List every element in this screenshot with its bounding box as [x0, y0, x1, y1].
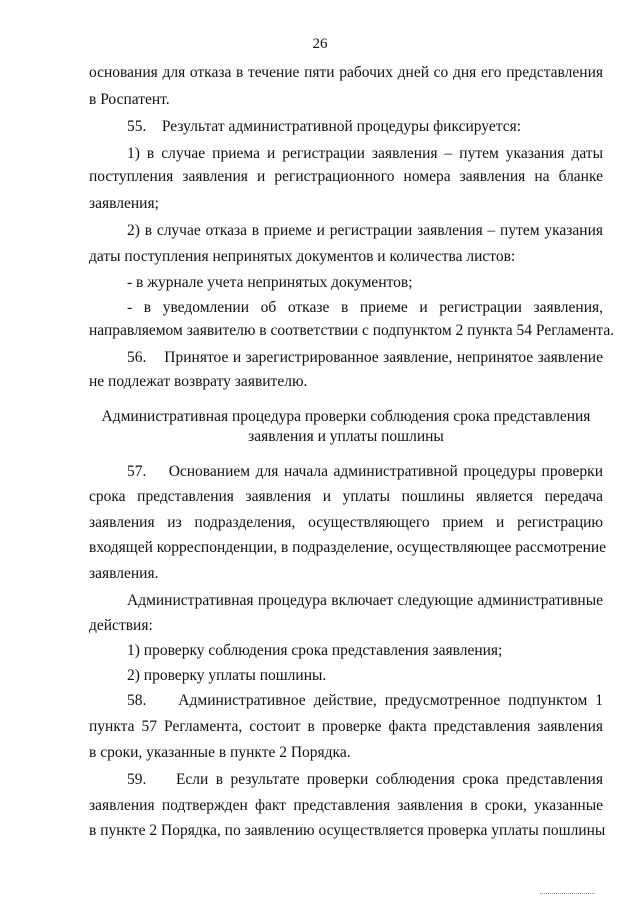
paragraph-line: 57. Основанием для начала административной процедуры проверки: [127, 463, 603, 480]
paragraph-line: заявления из подразделения, осуществляющего прием и регистрацию: [89, 514, 603, 531]
paragraph-line: - в журнале учета непринятых документов;: [127, 274, 413, 291]
paragraph-line: - в уведомлении об отказе в приеме и регистрации заявления,: [127, 299, 603, 316]
paragraph-line: 59. Если в результате проверки соблюдения срока представления: [127, 771, 603, 788]
paragraph-line: не подлежат возврату заявителю.: [89, 373, 308, 390]
paragraph-line: 2) в случае отказа в приеме и регистрации заявления – путем указания: [127, 222, 603, 239]
paragraph-line: 1) в случае приема и регистрации заявления – путем указания даты: [127, 145, 603, 162]
paragraph-line: в Роспатент.: [89, 91, 170, 108]
section-heading-line: Административная процедура проверки соблюдения срока представления: [101, 408, 591, 425]
paragraph-line: срока представления заявления и уплаты пошлины является передача: [89, 488, 603, 505]
paragraph-line: направляемом заявителю в соответствии с подпунктом 2 пункта 54 Регламента.: [89, 322, 615, 339]
section-heading-line: заявления и уплаты пошлины: [248, 428, 444, 445]
paragraph-line: заявления подтвержден факт представления заявления в сроки, указанные: [89, 797, 603, 814]
paragraph-line: в сроки, указанные в пункте 2 Порядка.: [89, 744, 351, 761]
page-number: 26: [312, 36, 328, 52]
paragraph-line: основания для отказа в течение пяти рабочих дней со дня его представления: [89, 64, 603, 81]
paragraph-line: 2) проверку уплаты пошлины.: [127, 667, 327, 684]
paragraph-line: заявления;: [89, 195, 159, 212]
paragraph-line: действия:: [89, 617, 153, 634]
paragraph-line: 1) проверку соблюдения срока представления заявления;: [127, 642, 503, 659]
paragraph-line: даты поступления непринятых документов и количества листов:: [89, 248, 516, 265]
paragraph-line: пункта 57 Регламента, состоит в проверке факта представления заявления: [89, 718, 603, 735]
paragraph-line: входящей корреспонденции, в подразделение, осуществляющее рассмотрение: [89, 539, 607, 556]
paragraph-line: в пункте 2 Порядка, по заявлению осуществляется проверка уплаты пошлины: [89, 822, 606, 839]
paragraph-line: 55. Результат административной процедуры фиксируется:: [127, 118, 522, 135]
scan-artifact: [540, 893, 595, 895]
paragraph-line: поступления заявления и регистрационного номера заявления на бланке: [89, 168, 603, 185]
paragraph-line: заявления.: [89, 565, 159, 582]
paragraph-line: 58. Административное действие, предусмотренное подпунктом 1: [127, 692, 603, 709]
paragraph-line: 56. Принятое и зарегистрированное заявление, непринятое заявление: [127, 349, 603, 366]
paragraph-line: Административная процедура включает следующие административные: [127, 592, 603, 609]
